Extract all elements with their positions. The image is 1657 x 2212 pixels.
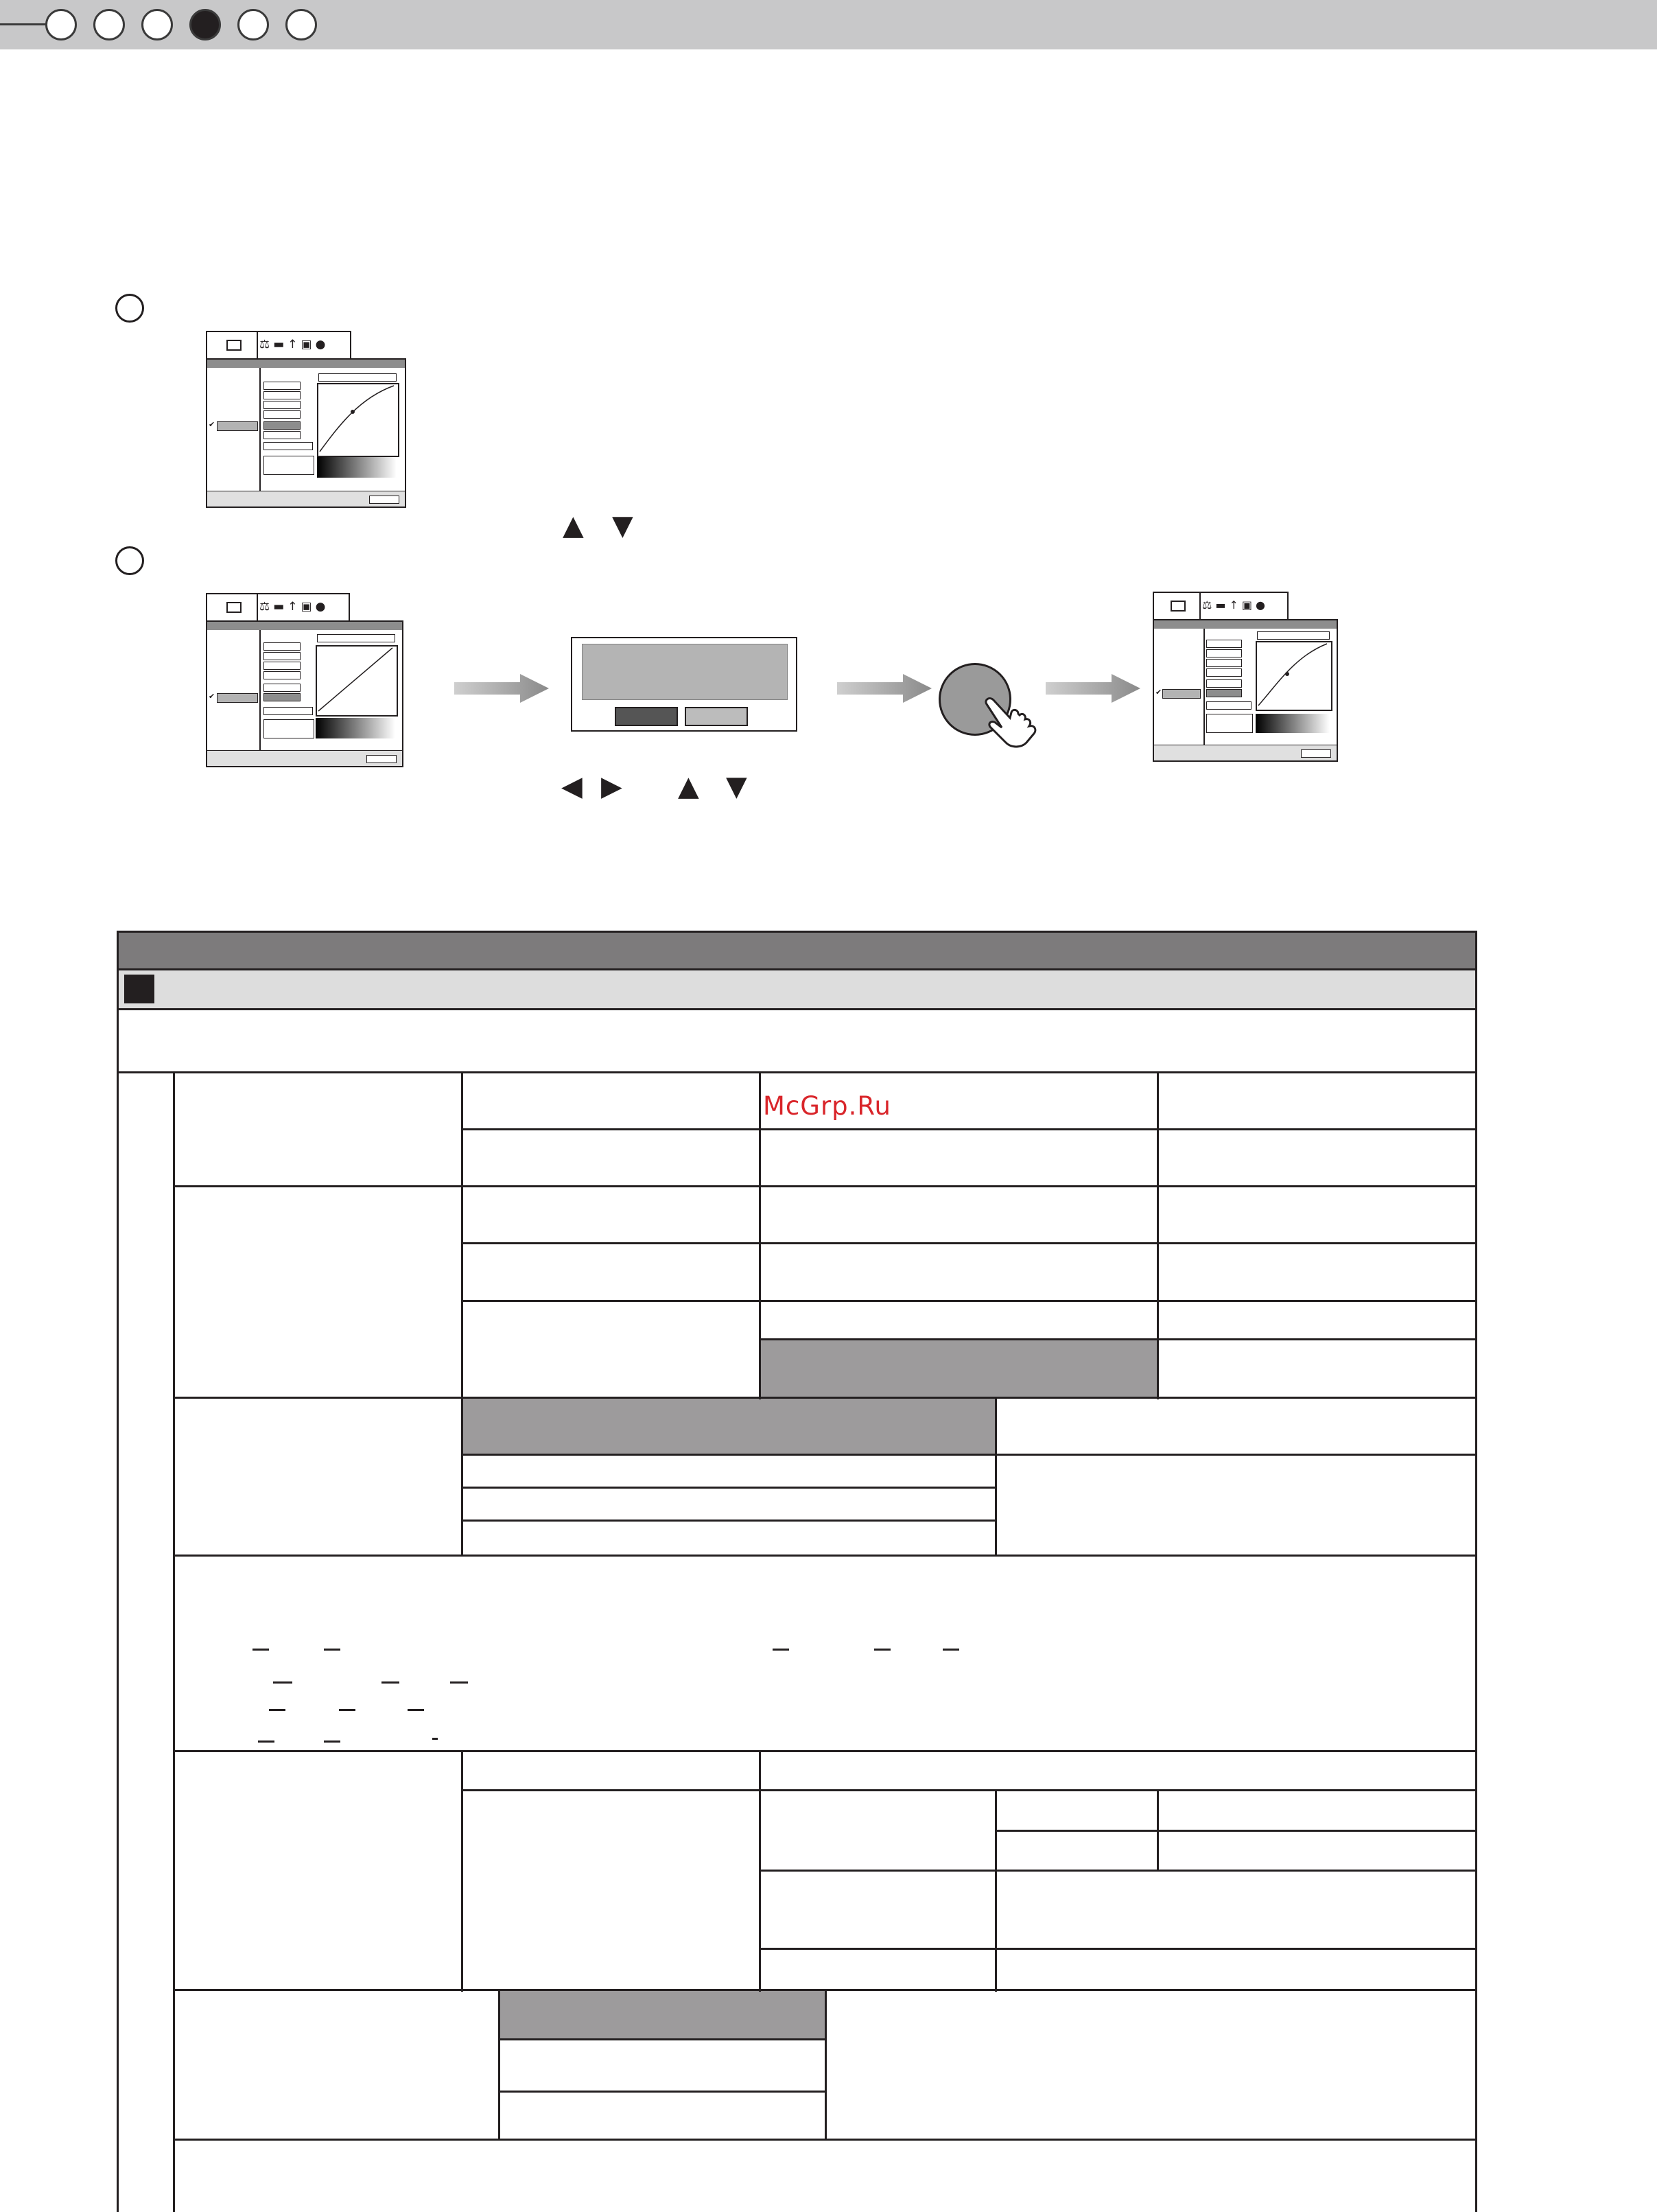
up-triangle-icon: ▲ — [678, 771, 699, 802]
step-2-marker — [115, 546, 144, 575]
highlighted-setting — [263, 693, 301, 701]
gamma-curve — [1257, 642, 1328, 707]
gamma-curve-graph — [316, 645, 398, 717]
gamma-curve-graph — [1256, 641, 1332, 711]
selected-menu-row — [217, 693, 258, 703]
shaded-cell — [461, 1397, 996, 1455]
confirm-dialog — [571, 637, 797, 732]
menu-tab-bar — [1153, 592, 1289, 620]
table-header-bar — [117, 931, 1477, 970]
selected-menu-row — [1162, 689, 1201, 699]
grayscale-gradient — [317, 457, 397, 478]
step-dot-2 — [93, 9, 125, 40]
check-icon: ✔ — [1155, 688, 1162, 697]
picture-tab-icon — [207, 332, 258, 358]
check-icon: ✔ — [209, 692, 215, 701]
header-rule — [0, 23, 48, 25]
left-triangle-icon: ◀ — [561, 771, 583, 802]
watermark-text: McGrp.Ru — [763, 1091, 891, 1121]
gamma-curve-graph — [317, 383, 399, 457]
up-triangle-icon: ▲ — [563, 510, 584, 542]
pointing-hand-icon — [984, 695, 1050, 749]
menu-tab-bar — [206, 331, 351, 360]
table-subheader-bar — [117, 970, 1477, 1010]
menu-footer — [207, 491, 405, 507]
menu-body — [206, 358, 406, 508]
step-dot-5 — [237, 9, 269, 40]
highlighted-setting — [1206, 689, 1242, 697]
menu-footer — [207, 750, 402, 766]
menu-screenshot-step1 — [206, 331, 403, 505]
step-dot-6 — [285, 9, 317, 40]
menu-tab-icons: ⚖▬↑▣● — [1202, 598, 1269, 612]
picture-tab-icon — [207, 594, 258, 620]
menu-tab-bar — [206, 593, 350, 622]
gamma-curve-linear — [317, 647, 394, 712]
down-triangle-icon: ▼ — [612, 510, 633, 542]
gamma-curve — [318, 384, 395, 453]
grayscale-gradient — [316, 718, 395, 738]
right-arrow-icon — [837, 674, 933, 703]
menu-tab-icons: ⚖▬↑▣● — [259, 338, 329, 351]
shaded-cell — [500, 1989, 826, 2038]
step-1-marker — [115, 294, 144, 323]
section-marker-square — [124, 975, 154, 1003]
step-dot-4-active — [189, 9, 221, 40]
dialog-message-area — [582, 644, 788, 700]
selected-menu-row — [217, 421, 258, 431]
dialog-yes-button[interactable] — [615, 707, 678, 726]
dialog-no-button[interactable] — [685, 707, 748, 726]
right-triangle-icon: ▶ — [601, 771, 622, 802]
menu-tab-icons: ⚖▬↑▣● — [259, 600, 329, 614]
step-dot-1 — [45, 9, 77, 40]
step-dot-3 — [141, 9, 173, 40]
right-arrow-icon — [1046, 674, 1142, 703]
grayscale-gradient — [1256, 714, 1330, 733]
shaded-cell — [759, 1340, 1158, 1397]
menu-footer — [1154, 745, 1337, 760]
highlighted-setting — [263, 421, 301, 430]
menu-body — [1153, 619, 1338, 762]
check-icon: ✔ — [209, 421, 215, 429]
menu-screenshot-step2-before — [206, 593, 401, 765]
menu-body — [206, 620, 403, 767]
menu-screenshot-step2-after — [1153, 592, 1335, 759]
picture-tab-icon — [1154, 593, 1201, 619]
right-arrow-icon — [454, 674, 550, 703]
down-triangle-icon: ▼ — [726, 771, 747, 802]
